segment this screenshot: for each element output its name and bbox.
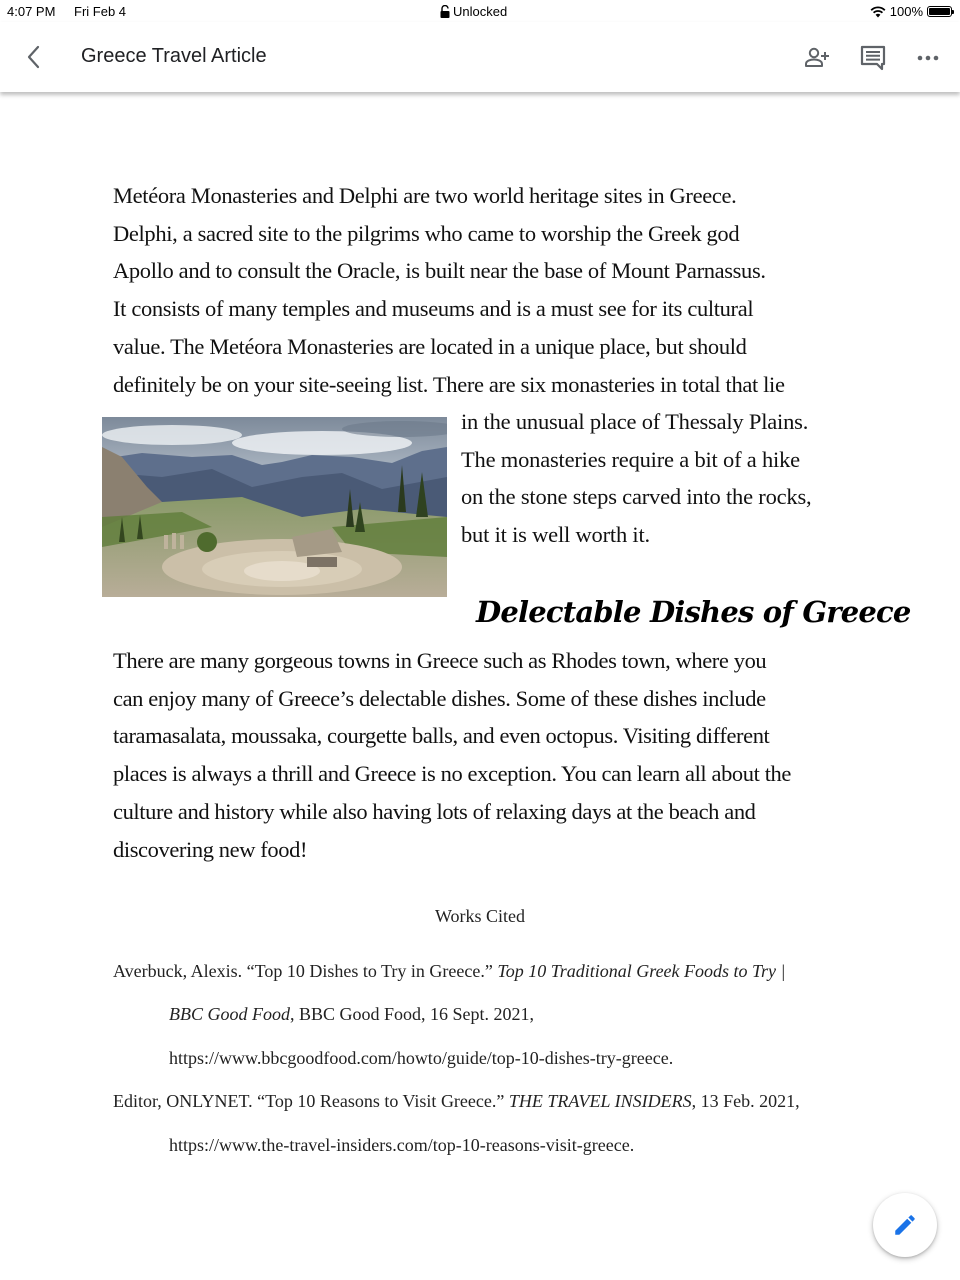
more-options-button[interactable]: [914, 44, 942, 72]
paragraph-dishes: [113, 642, 853, 868]
lock-icon: [440, 5, 450, 18]
section-heading: Delectable Dishes of Greece: [476, 595, 911, 629]
delphi-photo[interactable]: [102, 417, 447, 597]
citation-2-url[interactable]: https://www.the-travel-insiders.com/top-10-reasons-visit-greece.: [169, 1134, 635, 1155]
back-icon: [22, 44, 46, 70]
citation-text: , BBC Good Food, 16 Sept. 2021,: [290, 1004, 535, 1025]
text-line: discovering new food!: [113, 836, 308, 862]
citation-text: , 13 Feb. 2021,: [691, 1091, 800, 1112]
text-line: There are many gorgeous towns in Greece such as Rhodes town, where you: [113, 648, 767, 673]
citation-title-italic: Top 10 Traditional Greek Foods to Try |: [497, 961, 786, 981]
citation-text: Averbuck, Alexis. “Top 10 Dishes to Try in Greece.”: [113, 961, 498, 981]
add-person-icon: [803, 44, 831, 72]
citation-1-line-2: [113, 993, 853, 1036]
text-line: definitely be on your site-seeing list. There are six monasteries in total that lie: [113, 371, 785, 397]
works-cited-title: Works Cited: [434, 906, 526, 926]
status-right: [870, 4, 952, 19]
text-line: Delphi, a sacred site to the pilgrims who came to worship the Greek god: [113, 220, 740, 246]
text-line: value. The Metéora Monasteries are located in a unique place, but should: [113, 333, 747, 359]
text-line: The monasteries require a bit of a hike: [461, 446, 800, 472]
text-line: culture and history while also having lots of relaxing days at the beach and: [113, 798, 756, 824]
paragraph-sites-continued: [461, 403, 861, 554]
status-bar: [0, 0, 960, 22]
comments-button[interactable]: [859, 44, 887, 72]
works-cited-list: [113, 950, 853, 1167]
battery-percent: 100%: [889, 4, 923, 19]
status-date: Fri Feb 4: [74, 4, 127, 19]
more-icon: [914, 44, 942, 72]
text-line: on the stone steps carved into the rocks,: [461, 484, 812, 510]
citation-text: Editor, ONLYNET. “Top 10 Reasons to Visit Greece.”: [113, 1091, 509, 1112]
citation-1-line-1: [113, 950, 853, 993]
text-line: but it is well worth it.: [461, 522, 650, 548]
text-line: It consists of many temples and museums and is a must see for its cultural: [113, 296, 754, 322]
citation-title-italic: BBC Good Food: [169, 1004, 290, 1025]
wifi-icon: [870, 6, 886, 18]
back-button[interactable]: [22, 44, 46, 70]
lock-status: [440, 4, 507, 19]
landscape-image: [102, 417, 447, 597]
text-line: Apollo and to consult the Oracle, is built near the base of Mount Parnassus.: [113, 258, 766, 284]
share-button[interactable]: [803, 44, 831, 72]
text-line: places is always a thrill and Greece is no exception. You can learn all about the: [113, 761, 791, 787]
text-line: in the unusual place of Thessaly Plains.: [461, 409, 809, 434]
citation-2-line-1: [113, 1080, 853, 1123]
text-line: taramasalata, moussaka, courgette balls, and even octopus. Visiting different: [113, 723, 770, 749]
text-line: Metéora Monasteries and Delphi are two world heritage sites in Greece.: [113, 183, 737, 208]
lock-status-text: Unlocked: [453, 4, 508, 19]
paragraph-sites: [113, 177, 853, 403]
text-line: can enjoy many of Greece’s delectable dishes. Some of these dishes include: [113, 685, 766, 711]
battery-icon: [927, 6, 952, 17]
document-title: Greece Travel Article: [81, 45, 267, 67]
comments-icon: [859, 44, 887, 72]
edit-button[interactable]: [873, 1193, 937, 1257]
edit-pencil-icon: [892, 1212, 918, 1238]
citation-1-url[interactable]: https://www.bbcgoodfood.com/howto/guide/top-10-dishes-try-greece.: [169, 1047, 674, 1068]
status-time: 4:07 PM: [7, 4, 56, 19]
app-bar: [0, 22, 960, 92]
citation-title-italic: THE TRAVEL INSIDERS: [508, 1091, 692, 1112]
